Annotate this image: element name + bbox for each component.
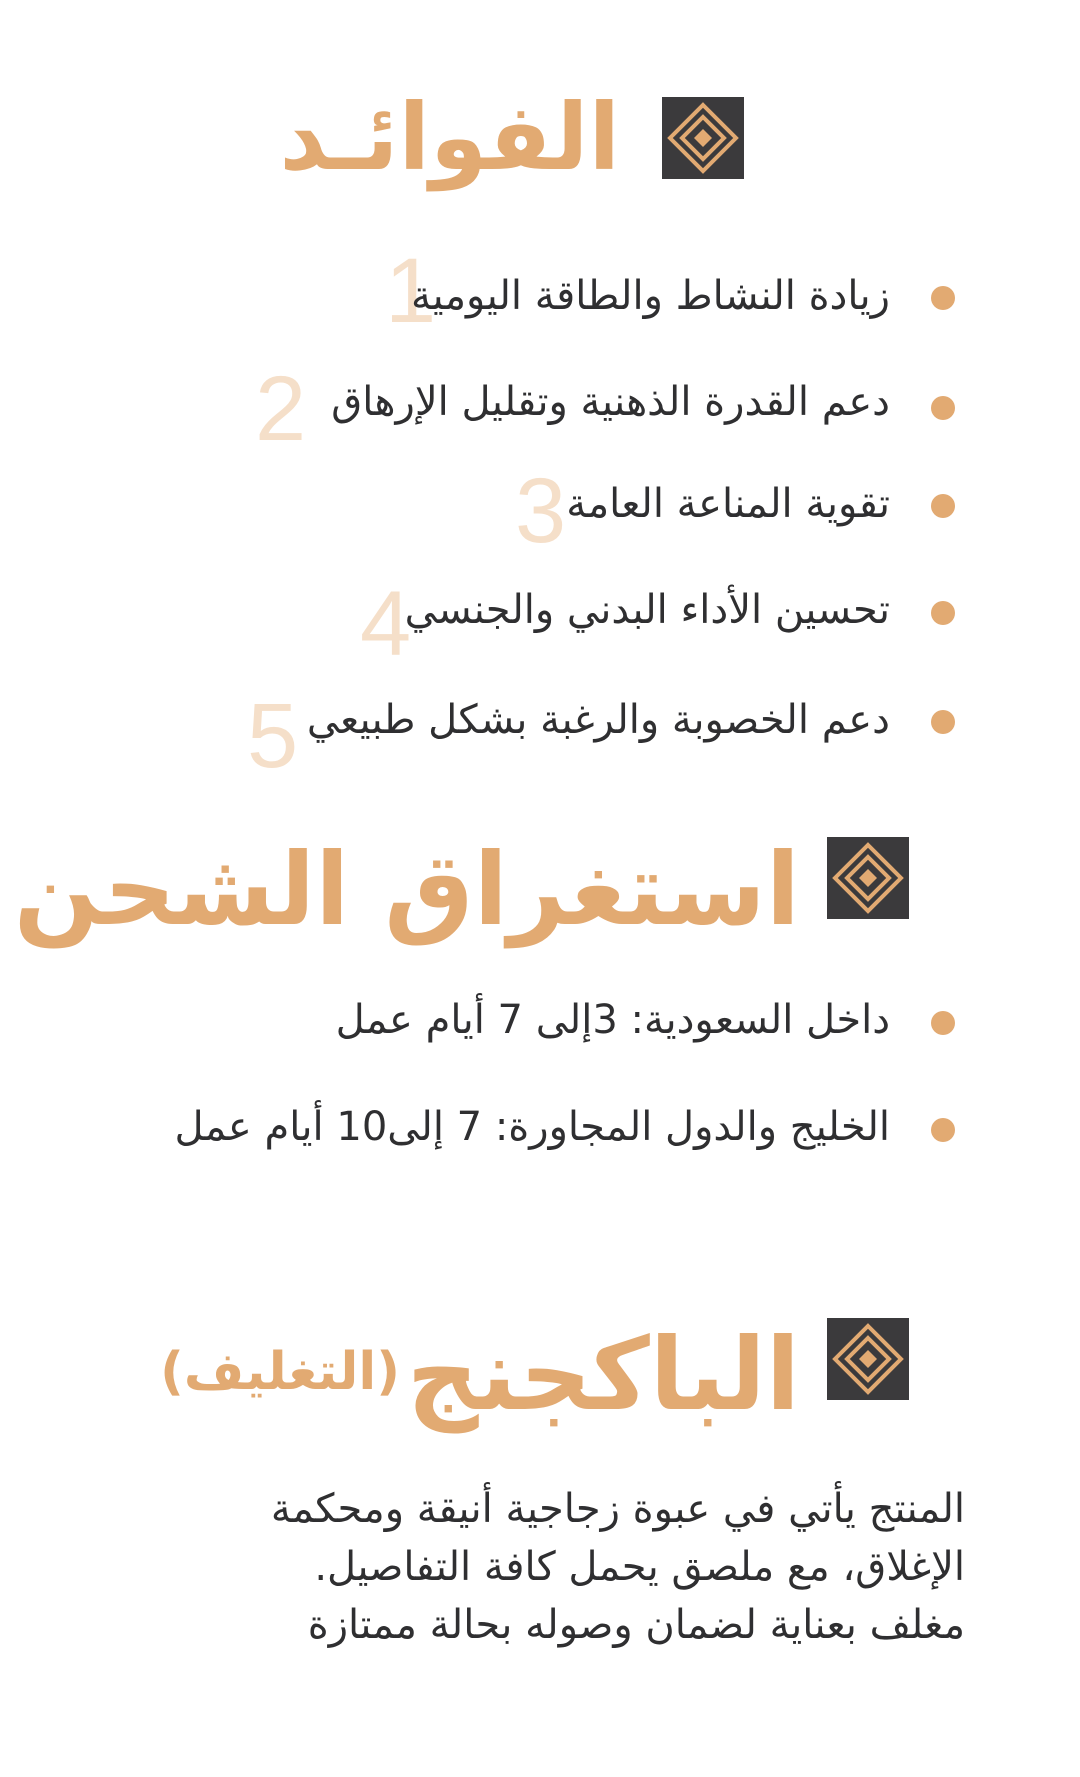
packaging-title: الباكجنج — [406, 1316, 800, 1433]
benefits-title: الفوائـد — [279, 84, 620, 191]
bullet — [931, 286, 955, 310]
bullet — [931, 710, 955, 734]
bullet — [931, 1011, 955, 1035]
shipping-title: استغراق الشحن — [13, 831, 800, 948]
shipping-section-icon — [827, 837, 909, 919]
packaging-description — [125, 1480, 965, 1654]
diamond-motif-icon — [827, 837, 909, 919]
shipping-item-2: الخليج والدول المجاورة: 7 إلى10 أيام عمل — [174, 1104, 890, 1150]
item-number-1: 1 — [385, 240, 437, 342]
bullet — [931, 494, 955, 518]
benefit-item-1: زيادة النشاط والطاقة اليومية — [411, 273, 890, 319]
packaging-line-2: الإغلاق، مع ملصق يحمل كافة التفاصيل. — [314, 1544, 965, 1590]
benefit-item-2: دعم القدرة الذهنية وتقليل الإرهاق — [331, 379, 890, 425]
bullet — [931, 1118, 955, 1142]
bullet — [931, 396, 955, 420]
item-number-5: 5 — [247, 685, 299, 787]
packaging-section-icon — [827, 1318, 909, 1400]
packaging-line-1: المنتج يأتي في عبوة زجاجية أنيقة ومحكمة — [270, 1486, 965, 1532]
benefit-item-3: تقوية المناعة العامة — [566, 481, 890, 527]
shipping-item-1: داخل السعودية: 3إلى 7 أيام عمل — [335, 997, 890, 1043]
bullet — [931, 601, 955, 625]
packaging-line-3: مغلف بعناية لضمان وصوله بحالة ممتازة — [307, 1602, 965, 1648]
item-number-4: 4 — [360, 573, 412, 675]
diamond-motif-icon — [827, 1318, 909, 1400]
packaging-subtitle: (التغليف) — [160, 1342, 400, 1402]
benefit-item-4: تحسين الأداء البدني والجنسي — [404, 587, 890, 633]
diamond-motif-icon — [662, 97, 744, 179]
item-number-3: 3 — [515, 460, 567, 562]
benefits-section-icon — [662, 97, 744, 179]
benefit-item-5: دعم الخصوبة والرغبة بشكل طبيعي — [306, 697, 890, 743]
item-number-2: 2 — [255, 358, 307, 460]
